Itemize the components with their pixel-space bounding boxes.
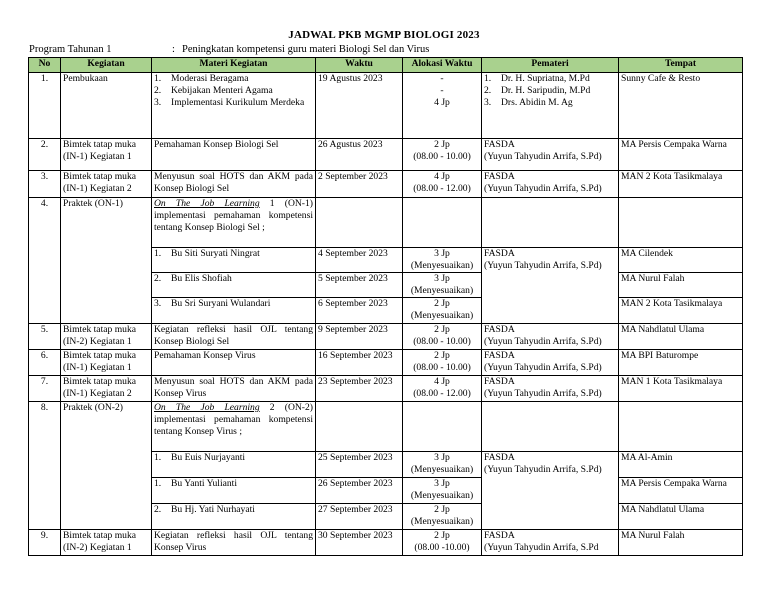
cell-waktu: 2 September 2023 <box>316 171 403 198</box>
materi-list <box>154 73 313 109</box>
cell-waktu <box>316 198 403 248</box>
cell-kegiatan: Pembukaan <box>61 73 152 139</box>
cell-pemateri <box>482 139 619 171</box>
cell-pemateri <box>482 171 619 198</box>
cell-no: 4. <box>29 198 61 324</box>
cell-pemateri <box>482 530 619 556</box>
alokasi-line: (Menyesuaikan) <box>410 285 474 296</box>
cell-waktu: 5 September 2023 <box>316 273 403 298</box>
header-waktu: Waktu <box>316 58 403 73</box>
cell-kegiatan: Praktek (ON-1) <box>61 198 152 324</box>
list-item <box>154 452 313 464</box>
list-item <box>154 273 313 285</box>
cell-waktu: 30 September 2023 <box>316 530 403 556</box>
alokasi-line: (Menyesuaikan) <box>410 260 474 271</box>
materi-text: 2 (ON-2) implementasi pemahaman kompetensi tentang Konsep Virus ; <box>154 402 313 437</box>
header-alokasi: Alokasi Waktu <box>403 58 482 73</box>
cell-waktu: 27 September 2023 <box>316 504 403 530</box>
pemateri-line: FASDA <box>484 139 515 150</box>
table-row <box>29 171 743 198</box>
cell-no: 3. <box>29 171 61 198</box>
item-text: Bu Hj. Yati Nurhayati <box>171 504 255 515</box>
alokasi-line: - <box>440 85 444 96</box>
alokasi-line: 3 Jp <box>434 273 450 284</box>
cell-waktu: 25 September 2023 <box>316 452 403 478</box>
alokasi-line: 2 Jp <box>434 139 450 150</box>
program-colon: : <box>172 44 175 55</box>
item-number: 3. <box>154 97 162 108</box>
alokasi-line: (08.00 - 10.00) <box>413 362 471 373</box>
materi-italic: On The Job Learning <box>154 198 260 209</box>
cell-tempat <box>619 198 743 248</box>
cell-tempat: MA Nurul Falah <box>619 273 743 298</box>
cell-no: 5. <box>29 324 61 350</box>
cell-pemateri <box>482 350 619 376</box>
item-text: Bu Yanti Yulianti <box>171 478 238 489</box>
cell-tempat: MA Cilendek <box>619 248 743 273</box>
table-row <box>29 198 743 248</box>
pemateri-list <box>484 73 616 109</box>
cell-tempat: MA Nahdlatul Ulama <box>619 504 743 530</box>
item-number: 3. <box>484 97 492 108</box>
cell-materi: Menyusun soal HOTS dan AKM pada Konsep Biologi Sel <box>152 171 316 198</box>
item-number: 2. <box>154 504 162 515</box>
alokasi-line: 4 Jp <box>434 376 450 387</box>
cell-alokasi <box>403 198 482 248</box>
item-text: Bu Siti Suryati Ningrat <box>171 248 260 259</box>
pemateri-line: FASDA <box>484 171 515 182</box>
cell-pemateri <box>482 248 619 324</box>
list-item <box>154 73 313 85</box>
cell-waktu: 4 September 2023 <box>316 248 403 273</box>
cell-materi: Pemahaman Konsep Virus <box>152 350 316 376</box>
alokasi-line: (08.00 - 12.00) <box>413 183 471 194</box>
cell-materi <box>152 73 316 139</box>
program-label: Program Tahunan 1 <box>29 44 112 55</box>
table-row <box>29 530 743 556</box>
cell-alokasi <box>403 298 482 324</box>
document-title: JADWAL PKB MGMP BIOLOGI 2023 <box>288 29 480 41</box>
cell-kegiatan: Bimtek tatap muka (IN-2) Kegiatan 1 <box>61 530 152 556</box>
cell-materi <box>152 198 316 248</box>
cell-tempat: MA Nahdlatul Ulama <box>619 324 743 350</box>
pemateri-line: (Yuyun Tahyudin Arrifa, S.Pd) <box>484 464 602 475</box>
table-header-row <box>29 58 743 73</box>
cell-tempat: MA Persis Cempaka Warna <box>619 478 743 504</box>
header-pemateri: Pemateri <box>482 58 619 73</box>
item-number: 2. <box>154 273 162 284</box>
list-item <box>154 248 313 260</box>
alokasi-line: (08.00 - 10.00) <box>413 151 471 162</box>
alokasi-line: (Menyesuaikan) <box>410 464 474 475</box>
cell-waktu: 9 September 2023 <box>316 324 403 350</box>
cell-alokasi <box>403 402 482 452</box>
header-no: No <box>29 58 61 73</box>
table-row <box>29 73 743 139</box>
cell-tempat <box>619 402 743 452</box>
item-text: Dr. H. Supriatna, M.Pd <box>501 73 590 84</box>
list-item <box>484 85 616 97</box>
item-number: 1. <box>154 73 162 84</box>
alokasi-line: (08.00 - 10.00) <box>413 336 471 347</box>
cell-alokasi <box>403 248 482 273</box>
item-text: Bu Sri Suryani Wulandari <box>171 298 271 309</box>
alokasi-line: 2 Jp <box>434 350 450 361</box>
list-item <box>154 504 313 516</box>
alokasi-line: 4 Jp <box>434 97 450 108</box>
item-number: 1. <box>154 478 162 489</box>
cell-kegiatan: Bimtek tatap muka (IN-1) Kegiatan 2 <box>61 376 152 402</box>
pemateri-line: (Yuyun Tahyudin Arrifa, S.Pd) <box>484 183 602 194</box>
cell-kegiatan: Bimtek tatap muka (IN-2) Kegiatan 1 <box>61 324 152 350</box>
cell-materi <box>152 298 316 324</box>
cell-materi: Kegiatan refleksi hasil OJL tentang Konsep Biologi Sel <box>152 324 316 350</box>
item-text: Bu Euis Nurjayanti <box>171 452 246 463</box>
list-item <box>154 97 313 109</box>
header-materi: Materi Kegiatan <box>152 58 316 73</box>
cell-tempat: Sunny Cafe & Resto <box>619 73 743 139</box>
alokasi-line: - <box>440 73 444 84</box>
item-text: Kebijakan Menteri Agama <box>171 85 273 96</box>
pemateri-line: (Yuyun Tahyudin Arrifa, S.Pd) <box>484 260 602 271</box>
item-text: Moderasi Beragama <box>171 73 249 84</box>
cell-tempat: MA Nurul Falah <box>619 530 743 556</box>
cell-materi <box>152 504 316 530</box>
cell-waktu: 26 September 2023 <box>316 478 403 504</box>
pemateri-line: (Yuyun Tahyudin Arrifa, S.Pd) <box>484 151 602 162</box>
cell-tempat: MAN 2 Kota Tasikmalaya <box>619 171 743 198</box>
pemateri-line: FASDA <box>484 324 515 335</box>
cell-pemateri <box>482 198 619 248</box>
cell-materi: Pemahaman Konsep Biologi Sel <box>152 139 316 171</box>
materi-italic: On The Job Learning <box>154 402 260 413</box>
item-number: 1. <box>154 248 162 259</box>
pemateri-line: (Yuyun Tahyudin Arrifa, S.Pd) <box>484 336 602 347</box>
cell-no: 7. <box>29 376 61 402</box>
header-kegiatan: Kegiatan <box>61 58 152 73</box>
cell-alokasi <box>403 273 482 298</box>
cell-alokasi <box>403 350 482 376</box>
item-text: Bu Elis Shofiah <box>171 273 232 284</box>
alokasi-line: 3 Jp <box>434 452 450 463</box>
item-number: 2. <box>484 85 492 96</box>
cell-tempat: MAN 1 Kota Tasikmalaya <box>619 376 743 402</box>
cell-materi <box>152 273 316 298</box>
list-item <box>154 85 313 97</box>
cell-materi <box>152 478 316 504</box>
cell-no: 1. <box>29 73 61 139</box>
pemateri-line: FASDA <box>484 530 515 541</box>
cell-pemateri <box>482 324 619 350</box>
alokasi-line: 2 Jp <box>434 504 450 515</box>
program-line <box>29 44 429 55</box>
cell-waktu: 6 September 2023 <box>316 298 403 324</box>
cell-materi <box>152 402 316 452</box>
cell-pemateri <box>482 376 619 402</box>
header-tempat: Tempat <box>619 58 743 73</box>
pemateri-line: (Yuyun Tahyudin Arrifa, S.Pd <box>484 542 599 553</box>
alokasi-line: 3 Jp <box>434 478 450 489</box>
item-number: 1. <box>484 73 492 84</box>
cell-kegiatan: Bimtek tatap muka (IN-1) Kegiatan 2 <box>61 171 152 198</box>
cell-waktu: 19 Agustus 2023 <box>316 73 403 139</box>
pemateri-line: (Yuyun Tahyudin Arrifa, S.Pd) <box>484 388 602 399</box>
cell-waktu: 16 September 2023 <box>316 350 403 376</box>
item-number: 2. <box>154 85 162 96</box>
alokasi-line: (Menyesuaikan) <box>410 490 474 501</box>
cell-no: 2. <box>29 139 61 171</box>
alokasi-line: (08.00 - 12.00) <box>413 388 471 399</box>
pemateri-line: FASDA <box>484 248 515 259</box>
pemateri-line: FASDA <box>484 350 515 361</box>
alokasi-line: (08.00 -10.00) <box>414 542 470 553</box>
alokasi-line: 3 Jp <box>434 248 450 259</box>
alokasi-line: 2 Jp <box>434 298 450 309</box>
cell-tempat: MA Persis Cempaka Warna <box>619 139 743 171</box>
cell-kegiatan: Bimtek tatap muka (IN-1) Kegiatan 1 <box>61 350 152 376</box>
cell-alokasi <box>403 452 482 478</box>
cell-no: 6. <box>29 350 61 376</box>
table-row <box>29 324 743 350</box>
cell-waktu: 23 September 2023 <box>316 376 403 402</box>
cell-alokasi <box>403 171 482 198</box>
list-item <box>154 298 313 310</box>
table-row <box>29 139 743 171</box>
cell-pemateri <box>482 402 619 452</box>
list-item <box>154 478 313 490</box>
cell-no: 9. <box>29 530 61 556</box>
table-row <box>29 350 743 376</box>
alokasi-line: 2 Jp <box>434 324 450 335</box>
schedule-table <box>28 57 743 556</box>
cell-pemateri <box>482 73 619 139</box>
cell-tempat: MA Al-Amin <box>619 452 743 478</box>
cell-pemateri <box>482 452 619 530</box>
item-text: Drs. Abidin M. Ag <box>501 97 573 108</box>
alokasi-line: (Menyesuaikan) <box>410 516 474 527</box>
table-row <box>29 376 743 402</box>
pemateri-line: FASDA <box>484 452 515 463</box>
cell-materi <box>152 248 316 273</box>
list-item <box>484 97 616 109</box>
cell-alokasi <box>403 324 482 350</box>
cell-materi: Kegiatan refleksi hasil OJL tentang Konsep Virus <box>152 530 316 556</box>
pemateri-line: FASDA <box>484 376 515 387</box>
cell-waktu <box>316 402 403 452</box>
item-text: Dr. H. Saripudin, M.Pd <box>501 85 591 96</box>
item-text: Implementasi Kurikulum Merdeka <box>171 97 305 108</box>
materi-text: 1 (ON-1) implementasi pemahaman kompetensi tentang Konsep Biologi Sel ; <box>154 198 313 233</box>
cell-kegiatan: Praktek (ON-2) <box>61 402 152 530</box>
cell-alokasi <box>403 139 482 171</box>
alokasi-line: 2 Jp <box>434 530 450 541</box>
cell-alokasi <box>403 376 482 402</box>
list-item <box>484 73 616 85</box>
alokasi-line: (Menyesuaikan) <box>410 310 474 321</box>
cell-alokasi <box>403 530 482 556</box>
cell-tempat: MAN 2 Kota Tasikmalaya <box>619 298 743 324</box>
cell-kegiatan: Bimtek tatap muka (IN-1) Kegiatan 1 <box>61 139 152 171</box>
cell-tempat: MA BPI Baturompe <box>619 350 743 376</box>
table-row <box>29 402 743 452</box>
pemateri-line: (Yuyun Tahyudin Arrifa, S.Pd) <box>484 362 602 373</box>
cell-alokasi <box>403 504 482 530</box>
cell-no: 8. <box>29 402 61 530</box>
program-value: Peningkatan kompetensi guru materi Biologi Sel dan Virus <box>182 44 430 55</box>
alokasi-line: 4 Jp <box>434 171 450 182</box>
cell-materi: Menyusun soal HOTS dan AKM pada Konsep Virus <box>152 376 316 402</box>
item-number: 1. <box>154 452 162 463</box>
item-number: 3. <box>154 298 162 309</box>
cell-waktu: 26 Agustus 2023 <box>316 139 403 171</box>
cell-materi <box>152 452 316 478</box>
cell-alokasi <box>403 478 482 504</box>
cell-alokasi <box>403 73 482 139</box>
